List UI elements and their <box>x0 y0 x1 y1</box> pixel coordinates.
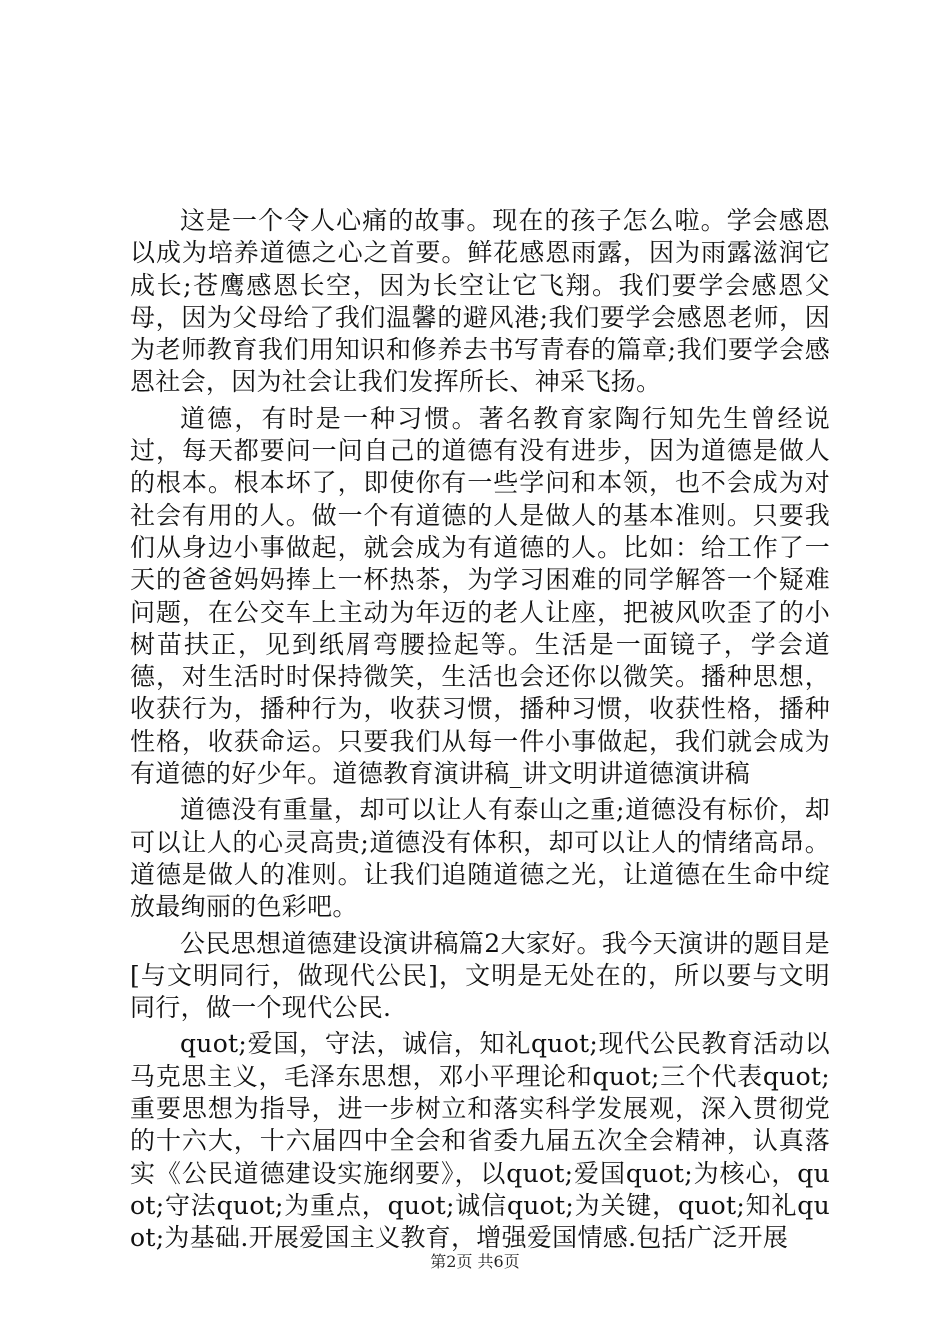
paragraph: 道德没有重量，却可以让人有泰山之重;道德没有标价，却可以让人的心灵高贵;道德没有体积，却可以让人的情绪高昂。道德是做人的准则。让我们追随道德之光，让道德在生命中绽放最绚丽的色彩吧。 <box>130 795 830 922</box>
paragraph: 道德，有时是一种习惯。著名教育家陶行知先生曾经说过，每天都要问一问自己的道德有没有进步，因为道德是做人的根本。根本坏了，即使你有一些学问和本领，也不会成为对社会有用的人。做一个有道德的人是做人的基本准则。只要我们从身边小事做起，就会成为有道德的人。比如：给工作了一天的爸爸妈妈捧上一杯热茶，为学习困难的同学解答一个疑难问题，在公交车上主动为年迈的老人让座，把被风吹歪了的小树苗扶正，见到纸屑弯腰捡起等。生活是一面镜子，学会道德，对生活时时保持微笑，生活也会还你以微笑。播种思想，收获行为，播种行为，收获习惯，播种习惯，收获性格，播种性格，收获命运。只要我们从每一件小事做起，我们就会成为有道德的好少年。道德教育演讲稿_讲文明讲道德演讲稿 <box>130 403 830 789</box>
body-text <box>130 205 830 1259</box>
page-footer: 第2页 共6页 <box>430 1252 520 1271</box>
paragraph: 公民思想道德建设演讲稿篇2大家好。我今天演讲的题目是[与文明同行，做现代公民]，文明是无处在的，所以要与文明同行，做一个现代公民. <box>130 928 830 1023</box>
paragraph: quot;爱国，守法，诚信，知礼quot;现代公民教育活动以马克思主义，毛泽东思想，邓小平理论和quot;三个代表quot;重要思想为指导，进一步树立和落实科学发展观，深入贯彻党的十六大，十六届四中全会和省委九届五次全会精神，认真落实《公民道德建设实施纲要》，以quot;爱国quot;为核心，quot;守法quot;为重点，quot;诚信quot;为关键，quot;知礼quot;为基础.开展爱国主义教育，增强爱国情感.包括广泛开展 <box>130 1029 830 1253</box>
paragraph: 这是一个令人心痛的故事。现在的孩子怎么啦。学会感恩以成为培养道德之心之首要。鲜花感恩雨露，因为雨露滋润它成长;苍鹰感恩长空，因为长空让它飞翔。我们要学会感恩父母，因为父母给了我们温馨的避风港;我们要学会感恩老师，因为老师教育我们用知识和修养去书写青春的篇章;我们要学会感恩社会，因为社会让我们发挥所长、神采飞扬。 <box>130 206 830 397</box>
